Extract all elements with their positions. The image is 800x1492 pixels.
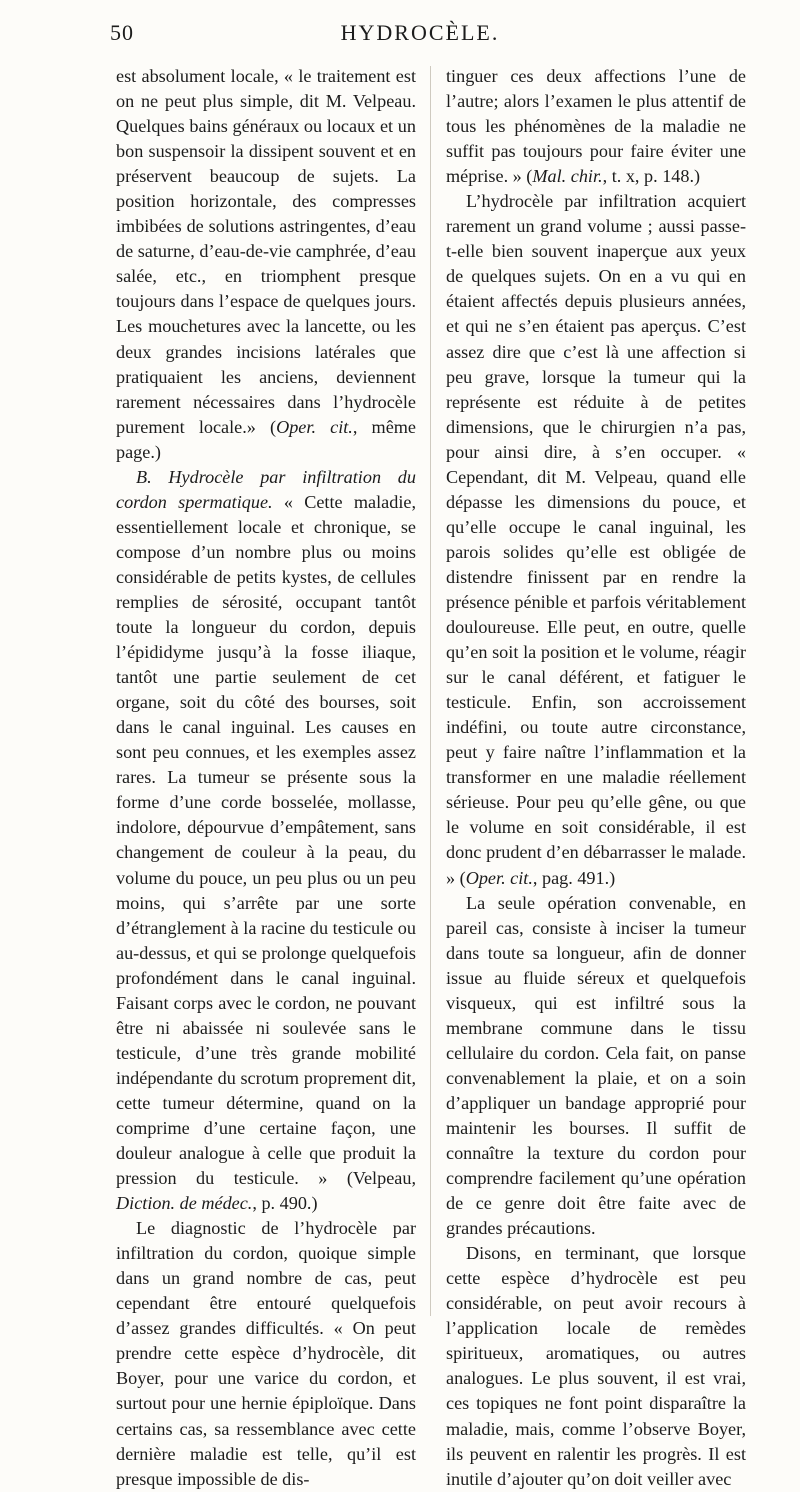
paragraph [446, 189, 746, 890]
paragraph: La seule opération convenable, en pareil cas, consiste à inciser la tumeur dans toute sa longueur, afin de donner issue au fluide séreux et quelquefois visqueux, qui est infiltré sous la membrane commune dans le tissu cellulaire du cordon. Cela fait, on panse convenablement la plaie, et on a soin d’appliquer un bandage approprié pour maintenir les bourses. Il suffit de connaître la texture du cordon pour comprendre facilement qu’une opération de ce genre doit être faite avec de grandes précautions. [446, 892, 746, 1239]
paragraph-text: L’hydrocèle par infiltration acquiert rarement un grand volume ; aussi passe-t-elle bien souvent inaperçue aux yeux de quelques sujets. On en a vu qui en étaient affectés depuis plusieurs années, et qui ne s’en étaient pas aperçus. C’est assez dire que c’est là une affection si peu grave, lorsque la tumeur qui la représente est réduite à de petites dimensions, que le chirurgien n’a pas, pour ainsi dire, à s’en occuper. « Cependant, dit M. Velpeau, quand elle dépasse les dimensions du pouce, et qu’elle occupe le canal inguinal, les parois solides qu’elle est obligée de distendre finissent par en rendre la présence pénible et parfois véritablement douloureuse. Elle peut, en outre, quelle qu’en soit la position et le volume, réagir sur le canal déférent, et fatiguer le testicule. Enfin, son accroissement indéfini, ou toute autre circonstance, peut y faire naître l’inflammation et la transformer en une maladie réellement sérieuse. Pour peu qu’elle gêne, ou que le volume en soit considérable, il est donc prudent d’en débarrasser le malade. » ( [446, 191, 746, 888]
paragraph [116, 64, 416, 465]
left-column [116, 64, 416, 1492]
citation-tail: , pag. 491.) [532, 867, 616, 888]
paragraph [116, 465, 416, 1216]
section-heading: B. Hydrocèle par infiltration du cordon spermatique. [116, 466, 416, 512]
page-header [110, 20, 730, 56]
paragraph-text: « Cette maladie, essentiellement locale et chronique, se compose d’un nombre plus ou moins considérable de petits kystes, de cellules remplies de sérosité, occupant tantôt toute la longueur du cordon, depuis l’épididyme jusqu’à la fosse iliaque, tantôt une partie seulement de cet organe, soit du côté des bourses, soit dans le canal inguinal. Les causes en sont peu connues, et les exemples assez rares. La tumeur se présente sous la forme d’une corde bosselée, mollasse, indolore, dépourvue d’empâtement, sans changement de couleur à la peau, du volume du pouce, un peu plus ou un peu moins, qui s’arrête par une sorte d’étranglement à la racine du testicule ou au-dessus, et qui se prolonge quelquefois profondément dans le canal inguinal. Faisant corps avec le cordon, ne pouvant être ni abaissée ni soulevée sans le testicule, d’une très grande mobilité indépendante du scrotum proprement dit, cette tumeur détermine, quand on la comprime d’une certaine façon, une douleur analogue à celle que produit la pression du testicule. » (Velpeau, [116, 491, 416, 1189]
paragraph: Disons, en terminant, que lorsque cette espèce d’hydrocèle est peu considérable, on peut avoir recours à l’application locale de remèdes spiritueux, aromatiques, ou autres analogues. Le plus souvent, il est vrai, ces topiques ne font point disparaître la maladie, mais, comme l’observe Boyer, ils peuvent en ralentir les progrès. Il est inutile d’ajouter qu’on doit veiller avec [446, 1243, 746, 1489]
column-divider [430, 66, 431, 1316]
citation: Mal. chir. [532, 166, 603, 187]
paragraph-text: tinguer ces deux affections l’une de l’autre; alors l’examen le plus attentif de tous les phénomènes de la maladie ne suffit pas toujours pour faire éviter une méprise. » ( [446, 66, 746, 187]
citation: Diction. de médec. [116, 1193, 253, 1214]
citation: Oper. cit. [465, 867, 533, 888]
right-column [446, 64, 746, 1492]
paragraph: Le diagnostic de l’hydrocèle par infiltration du cordon, quoique simple dans un grand nombre de cas, peut cependant être entouré quelquefois d’assez grandes difficultés. « On peut prendre cette espèce d’hydrocèle, dit Boyer, pour une varice du cordon, et surtout pour une hernie épiploïque. Dans certains cas, sa ressemblance avec cette dernière maladie est telle, qu’il est presque impossible de dis- [116, 1218, 416, 1489]
citation-tail: , p. 490.) [252, 1193, 318, 1214]
citation-tail: , t. x, p. 148.) [602, 166, 701, 187]
citation-tail: , même page.) [116, 416, 416, 462]
page-number: 50 [110, 20, 134, 45]
paragraph-text: est absolument locale, « le traitement est on ne peut plus simple, dit M. Velpeau. Quelques bains généraux ou locaux et un bon suspensoir la dissipent souvent et en préservent beaucoup de sujets. La position horizontale, des compresses imbibées de solutions astringentes, d’eau de saturne, d’eau-de-vie camphrée, d’eau salée, etc., en triomphent presque toujours dans l’espace de quelques jours. Les mouchetures avec la lancette, ou les deux grandes incisions latérales que pratiquaient les anciens, deviennent rarement nécessaires dans l’hydrocèle purement locale.» ( [116, 66, 416, 437]
running-title: HYDROCÈLE. [340, 20, 500, 45]
paragraph [446, 64, 746, 189]
citation: Oper. cit. [276, 416, 353, 437]
